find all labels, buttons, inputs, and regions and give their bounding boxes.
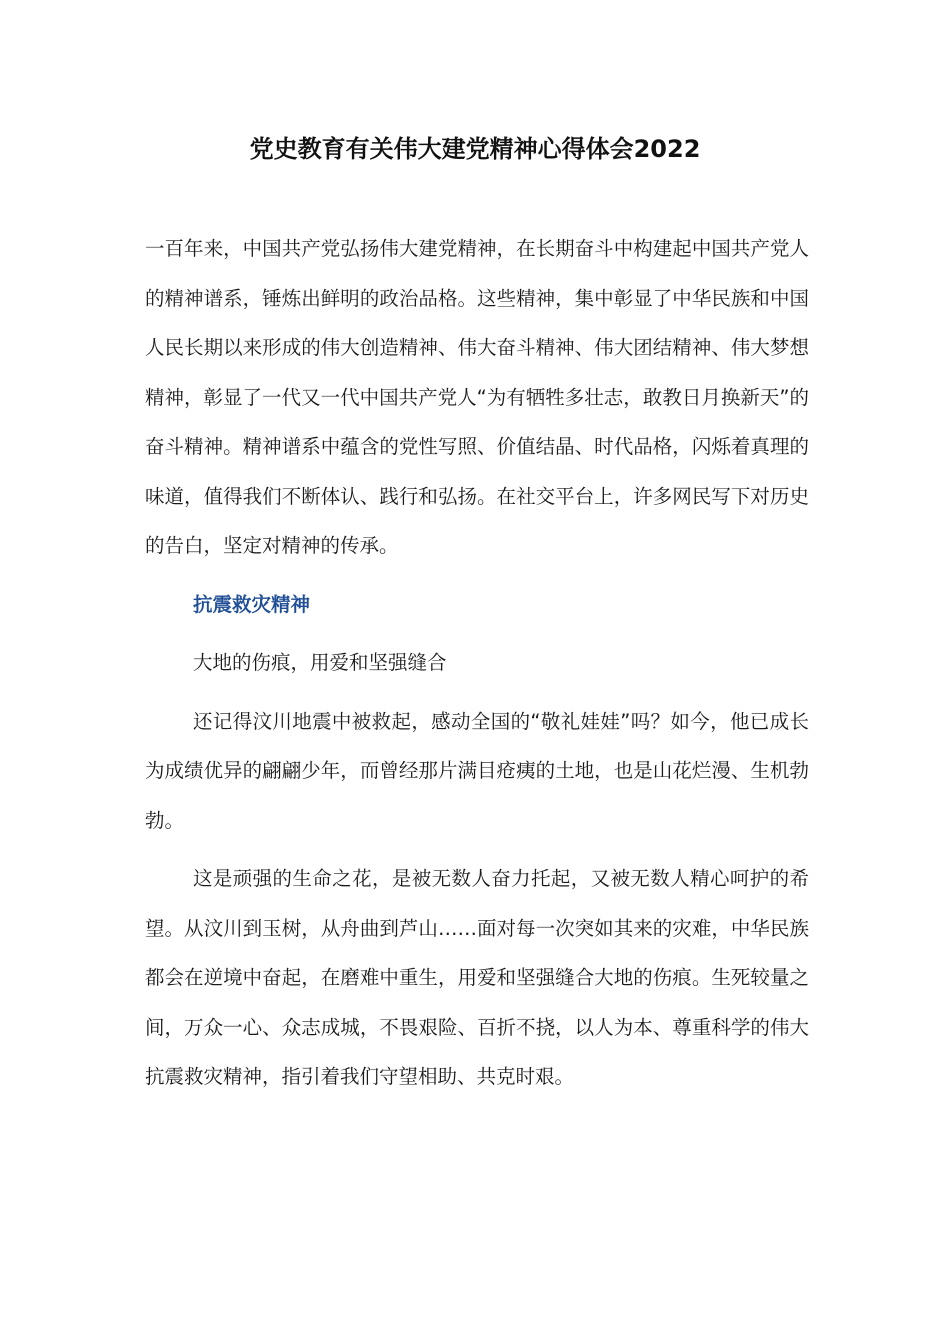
body-paragraph-2: 这是顽强的生命之花，是被无数人奋力托起，又被无数人精心呵护的希望。从汶川到玉树，从舟曲到芦山……面对每一次突如其来的灾难，中华民族都会在逆境中奋起，在磨难中重生，用爱和坚强缝合大地的伤痕。生死较量之间，万众一心、众志成城，不畏艰险、百折不挠，以人为本、尊重科学的伟大抗震救灾精神，指引着我们守望相助、共克时艰。 (145, 867, 809, 1088)
section-heading: 抗震救灾精神 (193, 592, 311, 616)
document-title: 党史教育有关伟大建党精神心得体会2022 (249, 135, 701, 163)
subheading-paragraph: 大地的伤痕，用爱和坚强缝合 (193, 651, 447, 674)
body-paragraph-1: 还记得汶川地震中被救起，感动全国的“敬礼娃娃”吗？如今，他已成长为成绩优异的翩翩少年，而曾经那片满目疮痍的土地，也是山花烂漫、生机勃勃。 (145, 709, 809, 832)
intro-paragraph: 一百年来，中国共产党弘扬伟大建党精神，在长期奋斗中构建起中国共产党人的精神谱系，锤炼出鲜明的政治品格。这些精神，集中彰显了中华民族和中国人民长期以来形成的伟大创造精神、伟大奋斗精神、伟大团结精神、伟大梦想精神，彰显了一代又一代中国共产党人“为有牺牲多壮志，敢教日月换新天”的奋斗精神。精神谱系中蕴含的党性写照、价值结晶、时代品格，闪烁着真理的味道，值得我们不断体认、践行和弘扬。在社交平台上，许多网民写下对历史的告白，坚定对精神的传承。 (145, 237, 809, 557)
document-body (145, 224, 809, 1102)
